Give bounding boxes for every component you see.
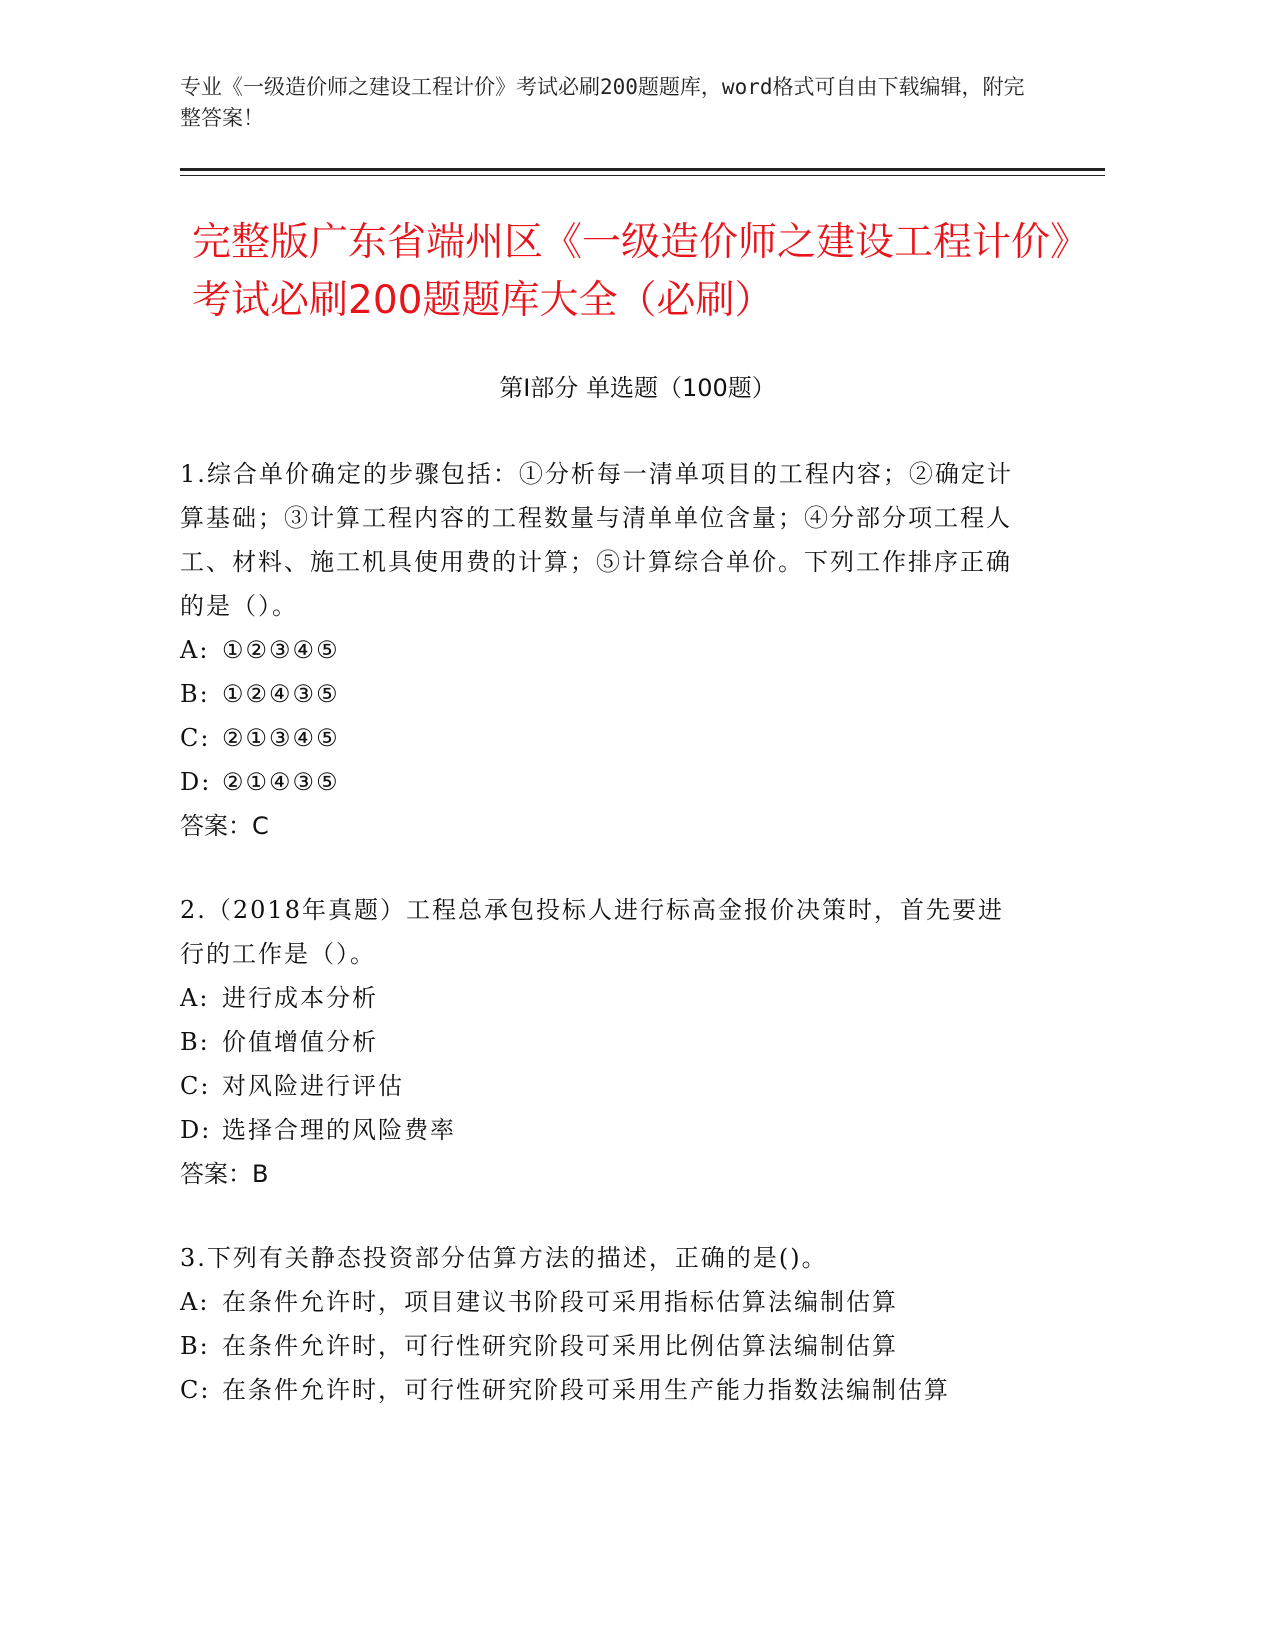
option-letter: D: (180, 768, 212, 796)
option-d (180, 760, 1025, 804)
header-divider-thin (180, 175, 1105, 176)
option-a (180, 628, 1025, 672)
option-c (180, 716, 1025, 760)
option-b (180, 672, 1025, 716)
question-text: 2.（2018年真题）工程总承包投标人进行标高金报价决策时，首先要进行的工作是（）。 (180, 896, 1004, 968)
option-text: 在条件允许时，可行性研究阶段可采用比例估算法编制估算 (222, 1332, 898, 1360)
option-text: ①②④③⑤ (222, 680, 340, 708)
answer: 答案：C (180, 812, 269, 840)
answer: 答案：B (180, 1160, 269, 1188)
option-text: ②①③④⑤ (222, 724, 340, 752)
option-text: ①②③④⑤ (222, 636, 340, 664)
question-text: 3.下列有关静态投资部分估算方法的描述，正确的是()。 (180, 1244, 828, 1272)
option-a (180, 1280, 1025, 1324)
option-d (180, 1108, 1025, 1152)
option-letter: A: (180, 984, 210, 1012)
option-letter: C: (180, 724, 211, 752)
section-title: 第Ⅰ部分 单选题（100题） (499, 374, 776, 402)
question-2 (180, 888, 1025, 1196)
option-c (180, 1368, 1025, 1412)
option-text: 对风险进行评估 (222, 1072, 404, 1100)
option-b (180, 1324, 1025, 1368)
option-text: 价值增值分析 (222, 1028, 378, 1056)
option-text: ②①④③⑤ (222, 768, 340, 796)
header-note: 专业《一级造价师之建设工程计价》考试必刷200题题库，word格式可自由下载编辑，附完整答案！ (180, 75, 1025, 130)
question-text: 1.综合单价确定的步骤包括：①分析每一清单项目的工程内容；②确定计算基础；③计算工程内容的工程数量与清单单位含量；④分部分项工程人工、材料、施工机具使用费的计算；⑤计算综合单价。下列工作排序正确的是（）。 (180, 460, 1013, 620)
option-a (180, 976, 1025, 1020)
option-b (180, 1020, 1025, 1064)
header-divider-thick (180, 168, 1105, 171)
option-letter: B: (180, 1028, 210, 1056)
option-letter: D: (180, 1116, 212, 1144)
document-title: 完整版广东省端州区《一级造价师之建设工程计价》考试必刷200题题库大全（必刷） (192, 220, 1070, 323)
question-1 (180, 452, 1025, 848)
option-letter: B: (180, 1332, 210, 1360)
option-text: 进行成本分析 (222, 984, 378, 1012)
option-letter: C: (180, 1072, 211, 1100)
option-text: 在条件允许时，可行性研究阶段可采用生产能力指数法编制估算 (222, 1376, 950, 1404)
option-text: 选择合理的风险费率 (222, 1116, 456, 1144)
option-letter: A: (180, 636, 210, 664)
option-letter: B: (180, 680, 210, 708)
option-c (180, 1064, 1025, 1108)
question-3 (180, 1236, 1025, 1412)
option-text: 在条件允许时，项目建议书阶段可采用指标估算法编制估算 (222, 1288, 898, 1316)
option-letter: C: (180, 1376, 211, 1404)
option-letter: A: (180, 1288, 210, 1316)
